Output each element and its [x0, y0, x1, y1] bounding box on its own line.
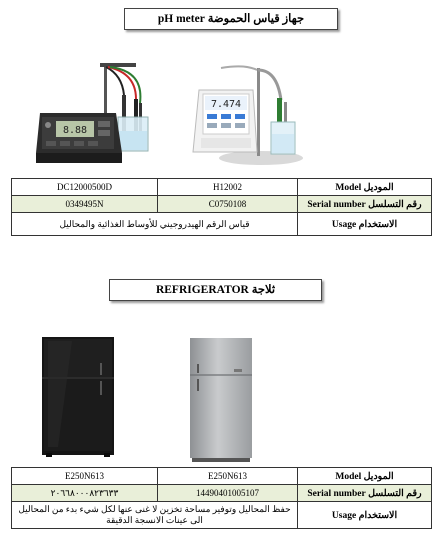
table-row-usage	[12, 502, 432, 529]
usage-label: الاستخدام Usage	[298, 213, 432, 236]
ph-meter-touch-image	[191, 60, 306, 168]
section-title-ph-meter: جهاز قياس الحموضة pH meter	[124, 8, 338, 30]
serial-value-left: ٢٠٦٦٨٠٠٠٨٢٣٦٣٣	[12, 485, 158, 502]
model-label: الموديل Model	[298, 179, 432, 196]
black-refrigerator-image	[42, 337, 114, 459]
model-label: الموديل Model	[298, 468, 432, 485]
section-title-refrigerator: ثلاجة REFRIGERATOR	[109, 279, 322, 301]
ph-meter-spec-table	[11, 178, 432, 236]
usage-value: قياس الرقم الهيدروجيني للأوساط الغذائية والمحاليل	[12, 213, 298, 236]
table-row-model	[12, 468, 432, 485]
serial-label: رقم التسلسل Serial number	[298, 485, 432, 502]
model-value-left: DC12000500D	[12, 179, 158, 196]
ph-meter-benchtop-image	[36, 55, 166, 170]
refrigerator-spec-table	[11, 467, 432, 529]
table-row-serial	[12, 196, 432, 213]
usage-value: حفظ المحاليل وتوفير مساحة تخزين لا غنى عنها لكل شيء بدء من المحاليل الى عينات الانسجة الدقيقة	[12, 502, 298, 529]
ph-meter-2-display: 7.474	[210, 99, 242, 110]
serial-label: رقم التسلسل Serial number	[298, 196, 432, 213]
serial-value-right: C0750108	[158, 196, 298, 213]
table-row-serial	[12, 485, 432, 502]
model-value-right: E250N613	[158, 468, 298, 485]
serial-value-right: 14490401005107	[158, 485, 298, 502]
table-row-model	[12, 179, 432, 196]
model-value-left: E250N613	[12, 468, 158, 485]
usage-label: الاستخدام Usage	[298, 502, 432, 529]
serial-value-left: 0349495N	[12, 196, 158, 213]
ph-meter-1-display: 8.88	[62, 125, 88, 136]
table-row-usage	[12, 213, 432, 236]
silver-refrigerator-image	[190, 338, 252, 462]
model-value-right: H12002	[158, 179, 298, 196]
